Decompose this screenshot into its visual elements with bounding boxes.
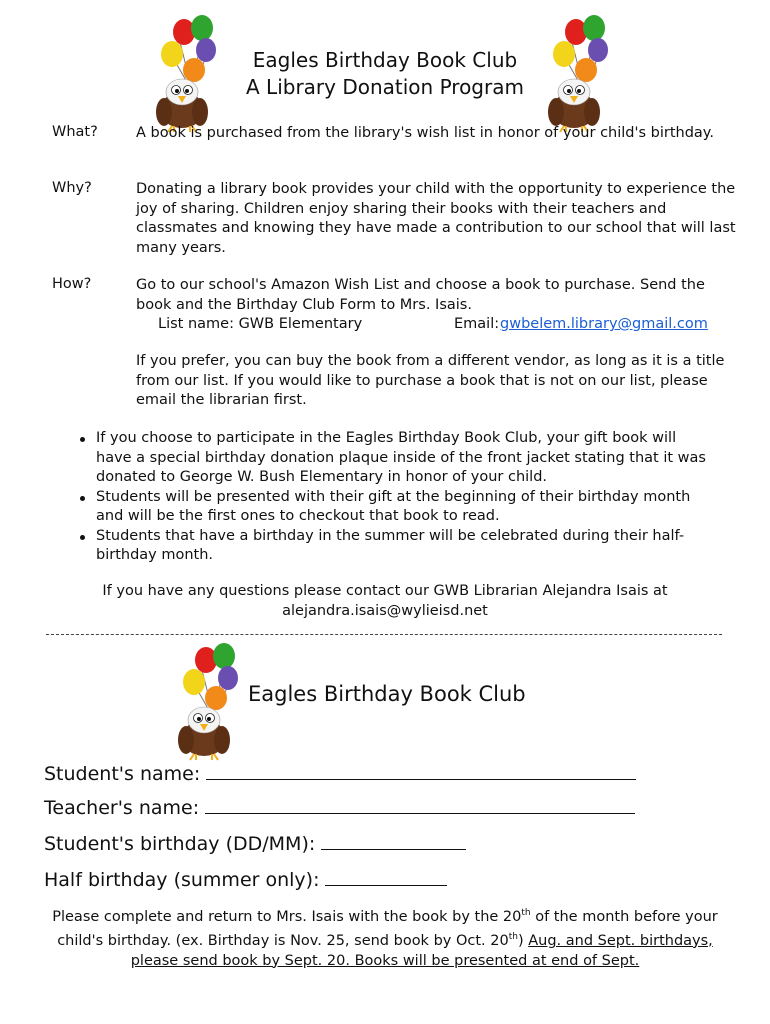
balloon-eagle-form-icon [172,640,242,764]
student-birthday-row [44,832,466,856]
contact-line1: If you have any questions please contact our GWB Librarian Alejandra Isais at [102,583,668,599]
list-item: Students that have a birthday in the summer will be celebrated during their half-birthday month. [74,527,714,566]
form-title: Eagles Birthday Book Club [248,682,526,706]
teacher-name-field[interactable] [205,797,635,814]
half-birthday-field[interactable] [325,869,447,886]
page-title-line2: A Library Donation Program [246,75,524,99]
footer-instructions [40,903,730,971]
footer-text-2: of the month before your child's birthday. (ex. Birthday is Nov. 25, send book by Oct. 20 [57,908,718,949]
footer-sup-1: th [521,908,531,918]
half-birthday-row [44,868,447,892]
student-name-row [44,762,636,786]
student-name-label: Student's name: [44,763,201,785]
list-name: List name: GWB Elementary [158,316,363,332]
student-name-field[interactable] [206,763,636,780]
section-text-how: Go to our school's Amazon Wish List and choose a book to purchase. Send the book and the Birthday Club Form to Mrs. Isais. [136,277,705,313]
wishlist-email-link[interactable]: gwbelem.library@gmail.com [500,316,708,332]
vendor-note: If you prefer, you can buy the book from a different vendor, as long as it is a title from our list. If you would like to purchase a book that is not on our list, please email the librarian first. [136,353,725,408]
section-text-what: A book is purchased from the library's wish list in honor of your child's birthday. [136,125,714,141]
footer-underlined-note: Aug. and Sept. birthdays, please send book by Sept. 20. Books will be presented at end of Sept. [130,932,713,969]
footer-text-1: Please complete and return to Mrs. Isais with the book by the 20 [52,908,522,925]
footer-sup-2: th [508,931,518,942]
info-bullet-list [74,429,714,566]
list-item: Students will be presented with their gift at the beginning of their birthday month and will be the first ones to checkout that book to read. [74,488,714,527]
teacher-name-label: Teacher's name: [44,797,200,819]
page-title-line1: Eagles Birthday Book Club [252,48,518,72]
section-label-what: What? [52,124,98,140]
contact-text [40,582,730,621]
contact-email: alejandra.isais@wylieisd.net [282,602,488,619]
section-label-how: How? [52,276,92,292]
list-item: If you choose to participate in the Eagles Birthday Book Club, your gift book will have a special birthday donation plaque inside of the front jacket stating that it was donated to George W. Bush Elementary in honor of your child. [74,429,714,488]
cut-line-divider [46,634,722,635]
page-title [0,47,770,101]
half-birthday-label: Half birthday (summer only): [44,869,320,891]
section-text-why: Donating a library book provides your child with the opportunity to experience the joy of sharing. Children enjoy sharing their books with their teachers and classmates and knowing they have made a contribution to our school that will last many years. [136,181,736,256]
section-label-why: Why? [52,180,92,196]
footer-text-3: ) [517,932,529,949]
student-birthday-field[interactable] [321,833,466,850]
teacher-name-row [44,796,635,820]
student-birthday-label: Student's birthday (DD/MM): [44,833,316,855]
email-label: Email: [454,316,500,332]
